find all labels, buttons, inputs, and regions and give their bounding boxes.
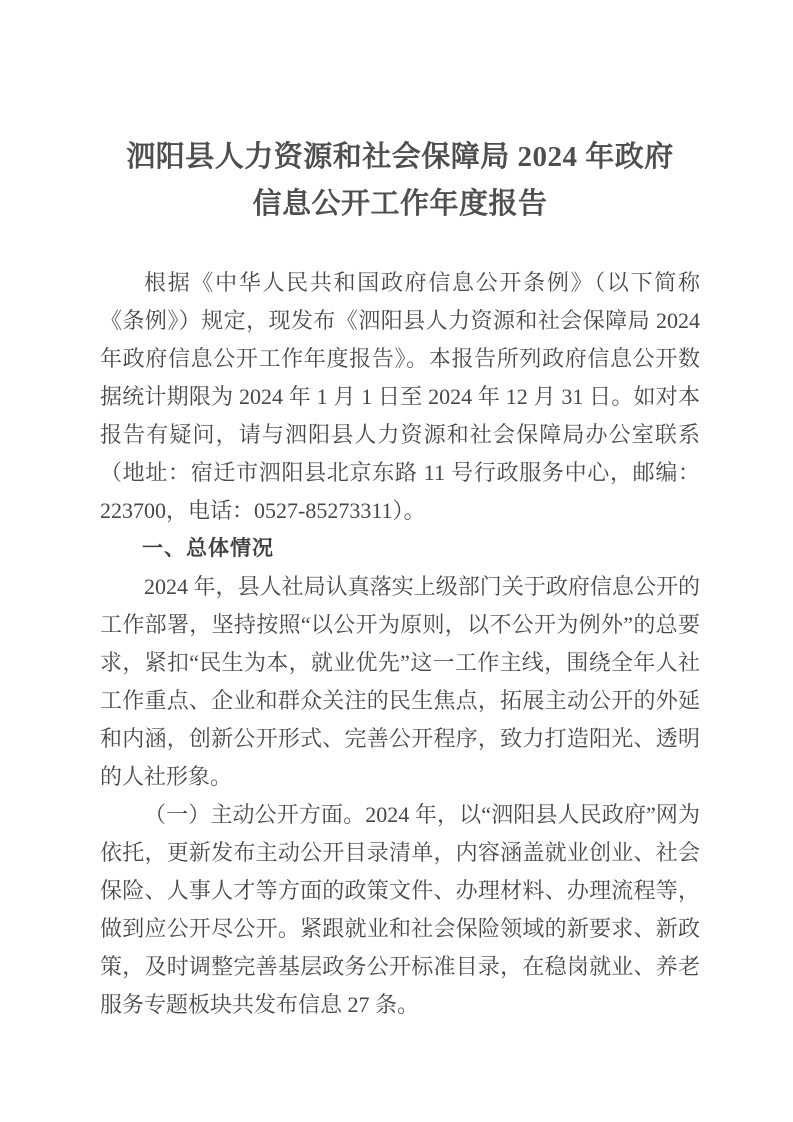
document-body (100, 264, 700, 1024)
proactive-disclosure-paragraph: （一）主动公开方面。2024 年，以“泗阳县人民政府”网为依托，更新发布主动公开目录清单，内容涵盖就业创业、社会保险、人事人才等方面的政策文件、办理材料、办理流程等，做到应公开尽公开。紧跟就业和社会保险领域的新要求、新政策，及时调整完善基层政务公开标准目录，在稳岗就业、养老服务专题板块共发布信息 27 条。 (100, 802, 700, 1017)
document-title (100, 134, 700, 228)
document-title-line1: 泗阳县人力资源和社会保障局 2024 年政府 (126, 141, 674, 173)
section-heading-overview: 一、总体情况 (142, 537, 274, 560)
document-title-line2: 信息公开工作年度报告 (252, 188, 548, 220)
overview-paragraph: 2024 年，县人社局认真落实上级部门关于政府信息公开的工作部署，坚持按照“以公开为原则，以不公开为例外”的总要求，紧扣“民生为本，就业优先”这一工作主线，围绕全年人社工作重点、企业和群众关注的民生焦点，拓展主动公开的外延和内涵，创新公开形式、完善公开程序，致力打造阳光、透明的人社形象。 (100, 574, 701, 789)
document-content (100, 134, 700, 1024)
intro-paragraph: 根据《中华人民共和国政府信息公开条例》（以下简称《条例》）规定，现发布《泗阳县人力资源和社会保障局 2024 年政府信息公开工作年度报告》。本报告所列政府信息公开数据统计期限为 2024 年 1 月 1 日至 2024 年 12 月 31 日。如对本报告有疑问，请与泗阳县人力资源和社会保障局办公室联系（地址：宿迁市泗阳县北京东路 11 号行政服务中心，邮编：223700，电话：0527-85273311）。 (100, 270, 700, 523)
